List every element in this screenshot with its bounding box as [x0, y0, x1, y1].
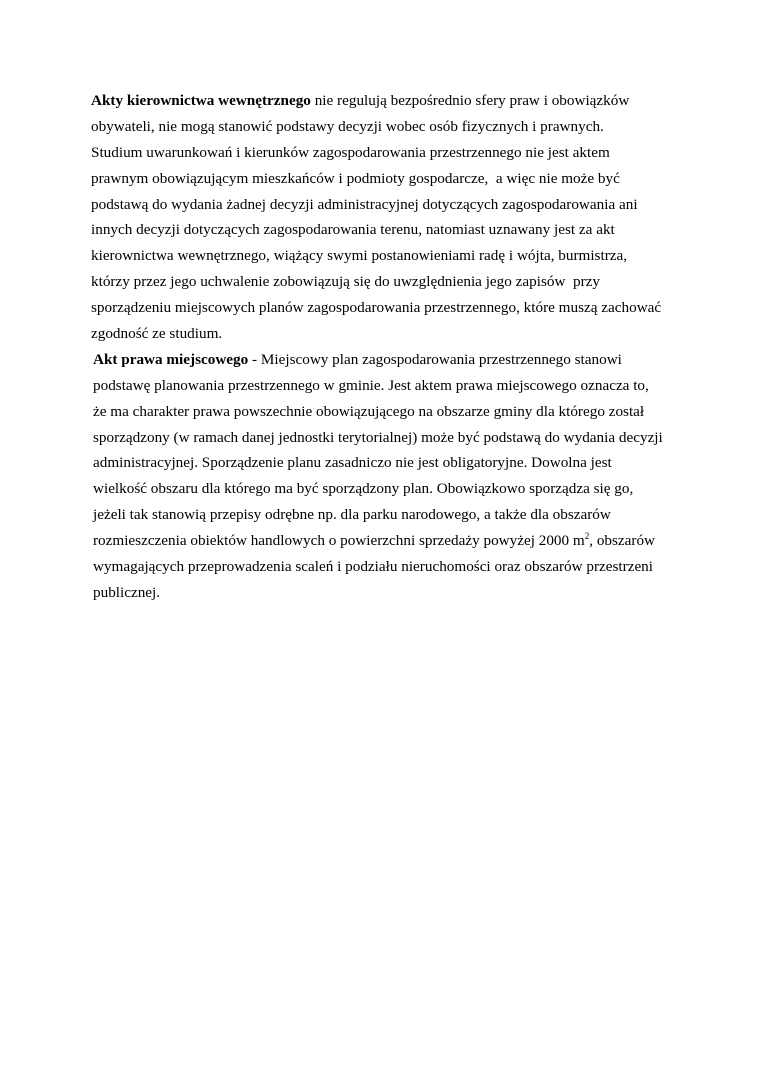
text-segment: , obszarów — [589, 532, 656, 550]
text-line: że ma charakter prawa powszechnie obowiązującego na obszarze gminy dla którego został — [93, 402, 645, 420]
text-line: innych decyzji dotyczących zagospodarowania terenu, natomiast uznawany jest za akt — [91, 221, 615, 239]
text-line: Studium uwarunkowań i kierunków zagospodarowania przestrzennego nie jest aktem — [91, 143, 610, 161]
text-segment: - Miejscowy plan zagospodarowania przestrzennego stanowi — [248, 350, 622, 368]
text-line: wymagających przeprowadzenia scaleń i podziału nieruchomości oraz obszarów przestrzeni — [93, 558, 653, 576]
text-line — [91, 88, 681, 114]
text-line: podstawę planowania przestrzennego w gminie. Jest aktem prawa miejscowego oznacza to, — [93, 376, 649, 394]
text-line: zgodność ze studium. — [91, 325, 223, 343]
text-line — [93, 347, 681, 373]
text-segment: nie regulują bezpośrednio sfery praw i obowiązków — [310, 92, 630, 109]
paragraph-local-law — [91, 347, 681, 606]
paragraph-heading: Akty kierownictwa wewnętrznego — [91, 92, 311, 109]
superscript: 2 — [584, 531, 590, 542]
text-line: jeżeli tak stanowią przepisy odrębne np. dla parku narodowego, a także dla obszarów — [93, 506, 611, 524]
text-line — [93, 528, 681, 554]
paragraph-internal-acts — [91, 88, 681, 347]
text-line: prawnym obowiązującym mieszkańców i podmioty gospodarcze, a więc nie może być — [91, 169, 620, 187]
text-line: sporządzony (w ramach danej jednostki terytorialnej) może być podstawą do wydania decyzji — [93, 428, 663, 446]
text-line: wielkość obszaru dla którego ma być sporządzony plan. Obowiązkowo sporządza się go, — [93, 480, 634, 498]
text-line: obywateli, nie mogą stanowić podstawy decyzji wobec osób fizycznych i prawnych. — [91, 117, 604, 135]
text-line: sporządzeniu miejscowych planów zagospodarowania przestrzennego, które muszą zachować — [91, 299, 662, 317]
text-line: kierownictwa wewnętrznego, wiążący swymi postanowieniami radę i wójta, burmistrza, — [91, 247, 628, 265]
text-line: podstawą do wydania żadnej decyzji administracyjnej dotyczących zagospodarowania ani — [91, 195, 638, 213]
text-line: publicznej. — [93, 583, 161, 601]
text-line: którzy przez jego uchwalenie zobowiązują się do uwzględnienia jego zapisów przy — [91, 273, 601, 291]
document-body — [91, 88, 681, 606]
paragraph-heading: Akt prawa miejscowego — [93, 350, 249, 368]
text-line: administracyjnej. Sporządzenie planu zasadniczo nie jest obligatoryjne. Dowolna jest — [93, 454, 612, 472]
text-segment: rozmieszczenia obiektów handlowych o powierzchni sprzedaży powyżej 2000 m — [93, 532, 585, 550]
